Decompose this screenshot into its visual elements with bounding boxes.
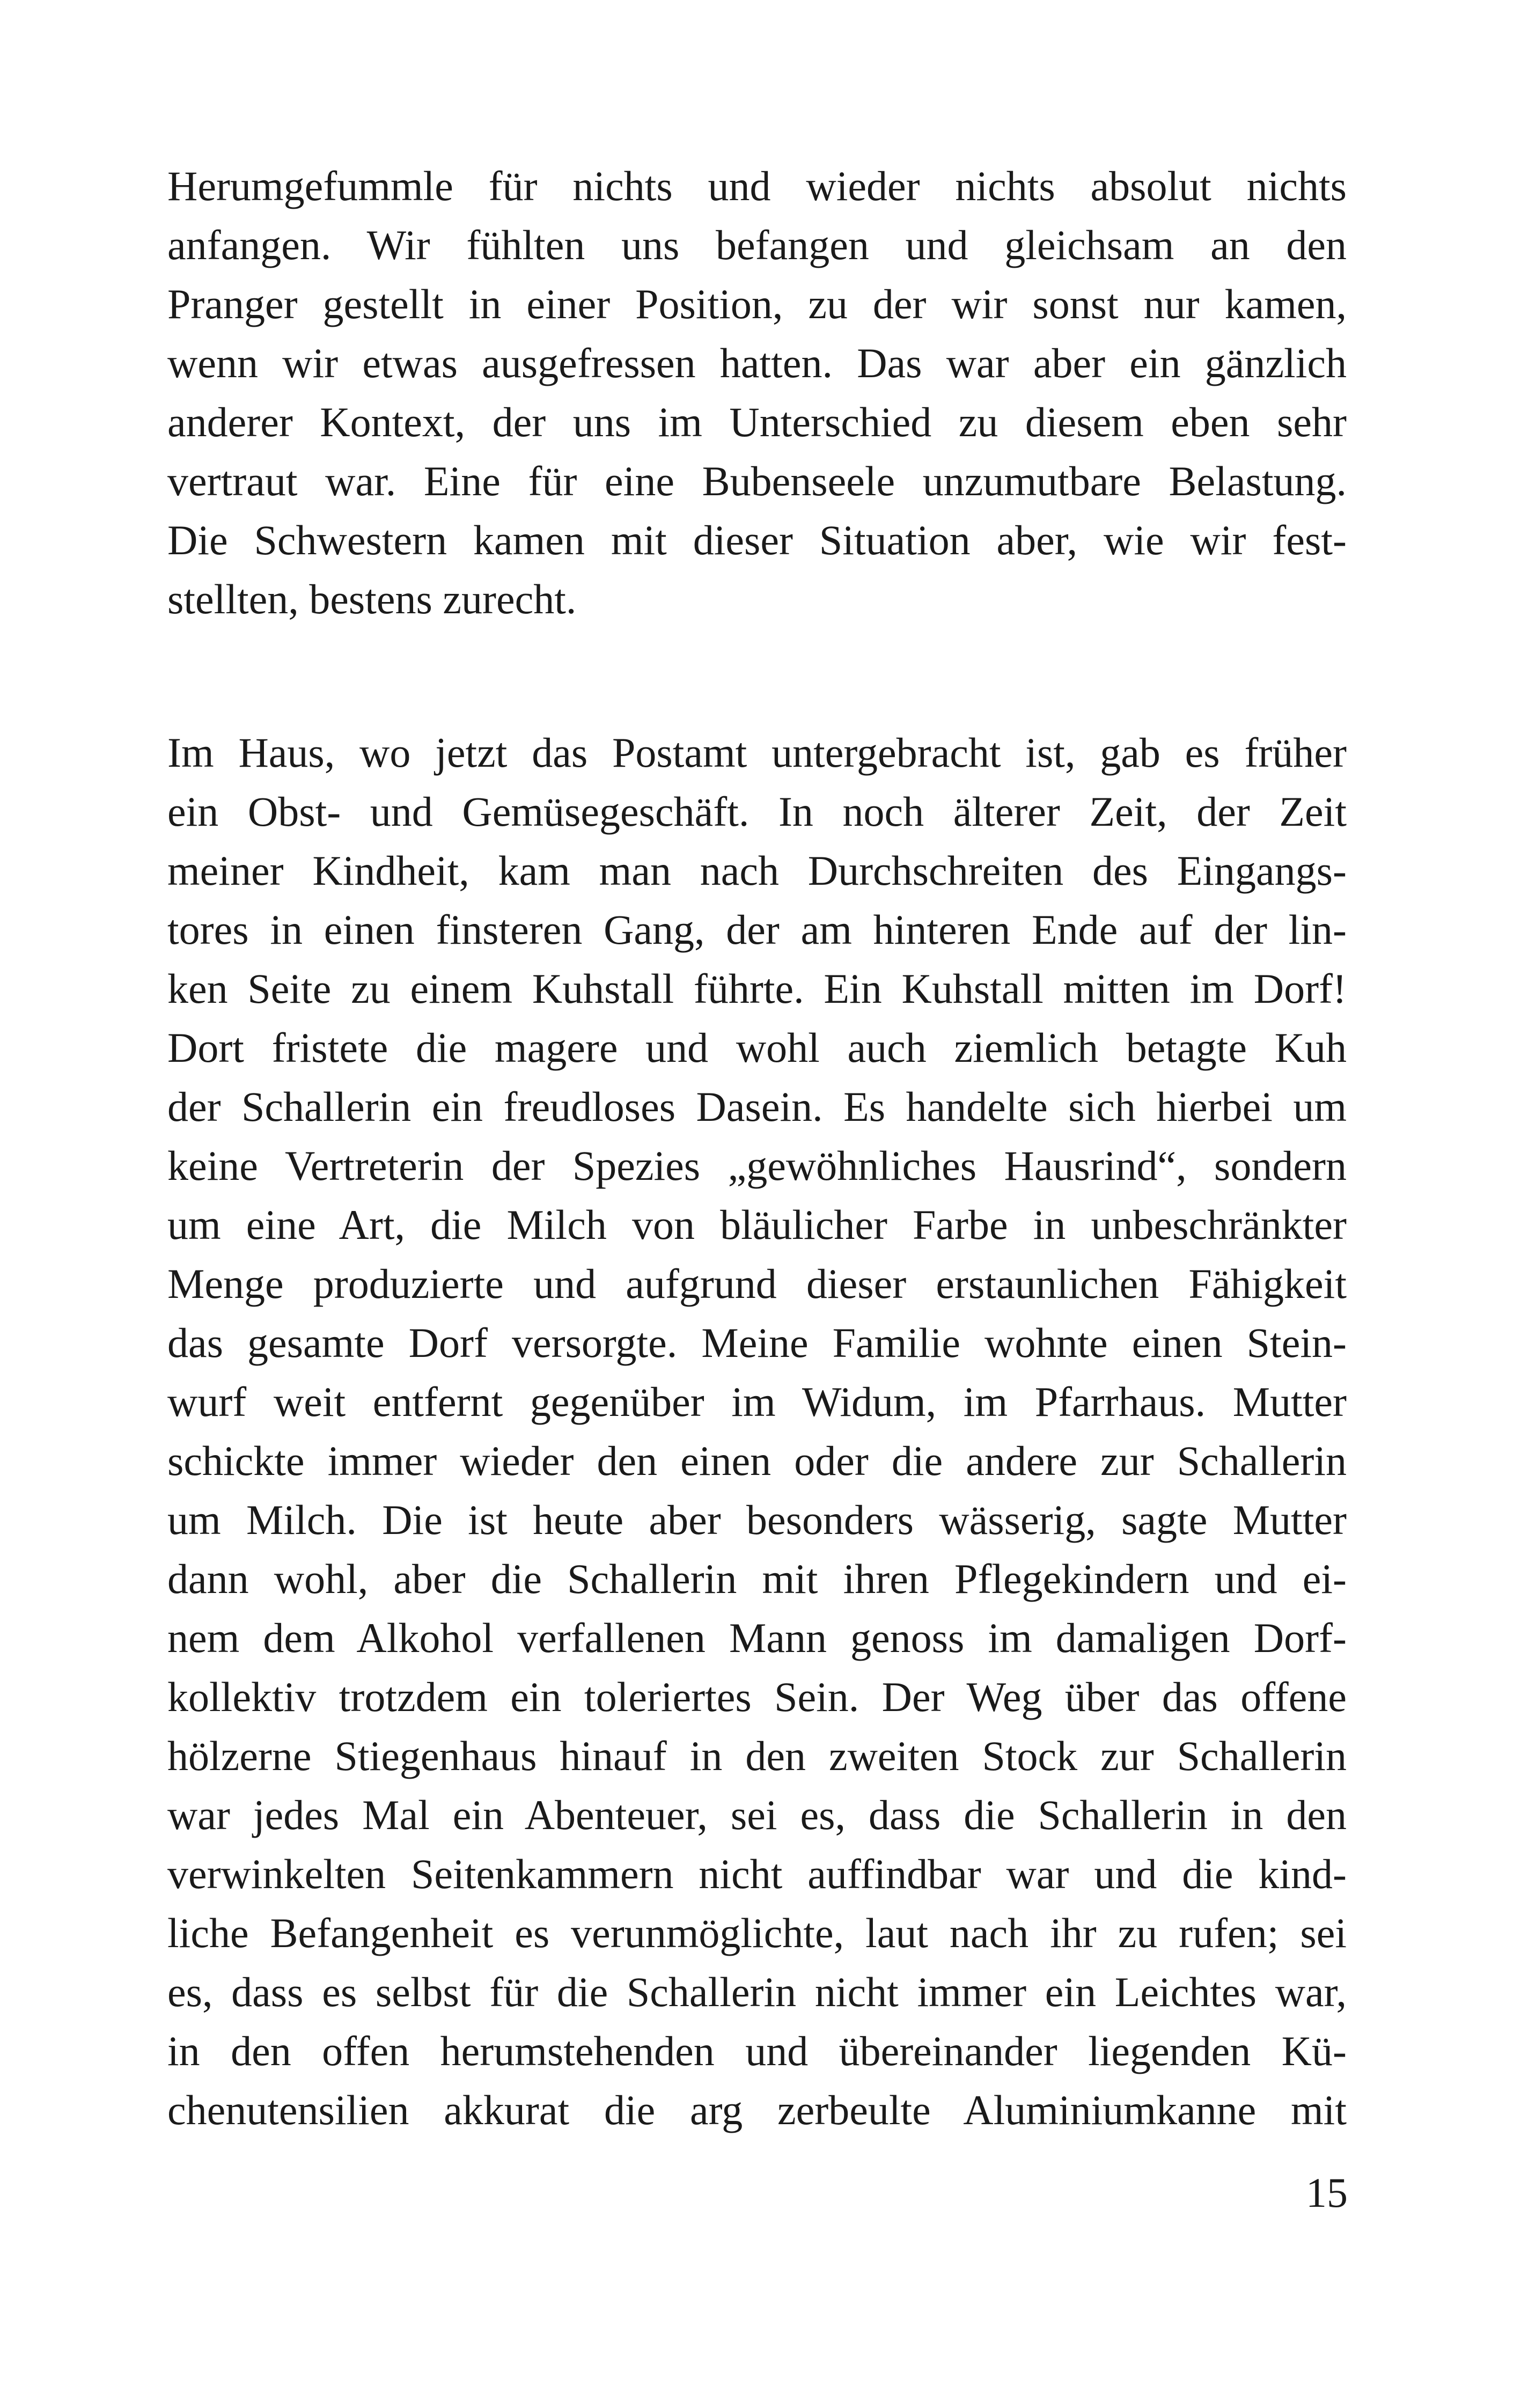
text-line: chenutensilien akkurat die arg zerbeulte Aluminiumkanne mit — [167, 2087, 1347, 2133]
text-line: Pranger gestellt in einer Position, zu der wir sonst nur kamen, — [167, 281, 1347, 327]
text-line: Im Haus, wo jetzt das Postamt untergebracht ist, gab es früher — [167, 729, 1347, 776]
text-line: in den offen herumstehenden und übereinander liegenden Kü- — [167, 2028, 1347, 2074]
text-line: anfangen. Wir fühlten uns befangen und gleichsam an den — [167, 222, 1347, 268]
text-line: hölzerne Stiegenhaus hinauf in den zweiten Stock zur Schallerin — [167, 1732, 1347, 1779]
text-line: schickte immer wieder den einen oder die andere zur Schallerin — [167, 1437, 1347, 1484]
text-line: es, dass es selbst für die Schallerin nicht immer ein Leichtes war, — [167, 1969, 1347, 2015]
text-line: kollektiv trotzdem ein toleriertes Sein. Der Weg über das offene — [167, 1673, 1347, 1720]
text-line: der Schallerin ein freudloses Dasein. Es handelte sich hierbei um — [167, 1083, 1347, 1130]
page-number: 15 — [1306, 2169, 1348, 2216]
text-line: Die Schwestern kamen mit dieser Situation aber, wie wir fest- — [167, 517, 1347, 563]
text-line: vertraut war. Eine für eine Bubenseele unzumutbare Belastung. — [167, 458, 1347, 504]
text-line: wenn wir etwas ausgefressen hatten. Das war aber ein gänzlich — [167, 340, 1347, 386]
text-line: Herumgefummle für nichts und wieder nichts absolut nichts — [167, 163, 1347, 209]
text-line: um eine Art, die Milch von bläulicher Farbe in unbeschränkter — [167, 1201, 1347, 1248]
paragraph-2 — [167, 723, 1347, 2140]
text-line: Dort fristete die magere und wohl auch ziemlich betagte Kuh — [167, 1024, 1347, 1071]
text-line: ein Obst- und Gemüsegeschäft. In noch älterer Zeit, der Zeit — [167, 788, 1347, 835]
text-line: um Milch. Die ist heute aber besonders wässerig, sagte Mutter — [167, 1496, 1347, 1543]
text-line: Menge produzierte und aufgrund dieser erstaunlichen Fähigkeit — [167, 1260, 1347, 1307]
text-line: anderer Kontext, der uns im Unterschied zu diesem eben sehr — [167, 399, 1347, 445]
text-line: nem dem Alkohol verfallenen Mann genoss im damaligen Dorf- — [167, 1614, 1347, 1661]
text-line: war jedes Mal ein Abenteuer, sei es, dass die Schallerin in den — [167, 1792, 1347, 1838]
text-line: das gesamte Dorf versorgte. Meine Familie wohnte einen Stein- — [167, 1319, 1347, 1366]
text-line: liche Befangenheit es verunmöglichte, laut nach ihr zu rufen; sei — [167, 1910, 1347, 1956]
text-line: wurf weit entfernt gegenüber im Widum, im Pfarrhaus. Mutter — [167, 1378, 1347, 1425]
text-line: stellten, bestens zurecht. — [167, 576, 577, 622]
paragraph-1 — [167, 157, 1347, 629]
text-line: tores in einen finsteren Gang, der am hinteren Ende auf der lin- — [167, 906, 1347, 953]
text-line: meiner Kindheit, kam man nach Durchschreiten des Eingangs- — [167, 847, 1347, 894]
text-line: keine Vertreterin der Spezies „gewöhnliches Hausrind“, sondern — [167, 1142, 1347, 1189]
text-line: dann wohl, aber die Schallerin mit ihren Pflegekindern und ei- — [167, 1555, 1347, 1602]
text-line: verwinkelten Seitenkammern nicht auffindbar war und die kind- — [167, 1851, 1347, 1897]
text-line: ken Seite zu einem Kuhstall führte. Ein Kuhstall mitten im Dorf! — [167, 965, 1347, 1012]
